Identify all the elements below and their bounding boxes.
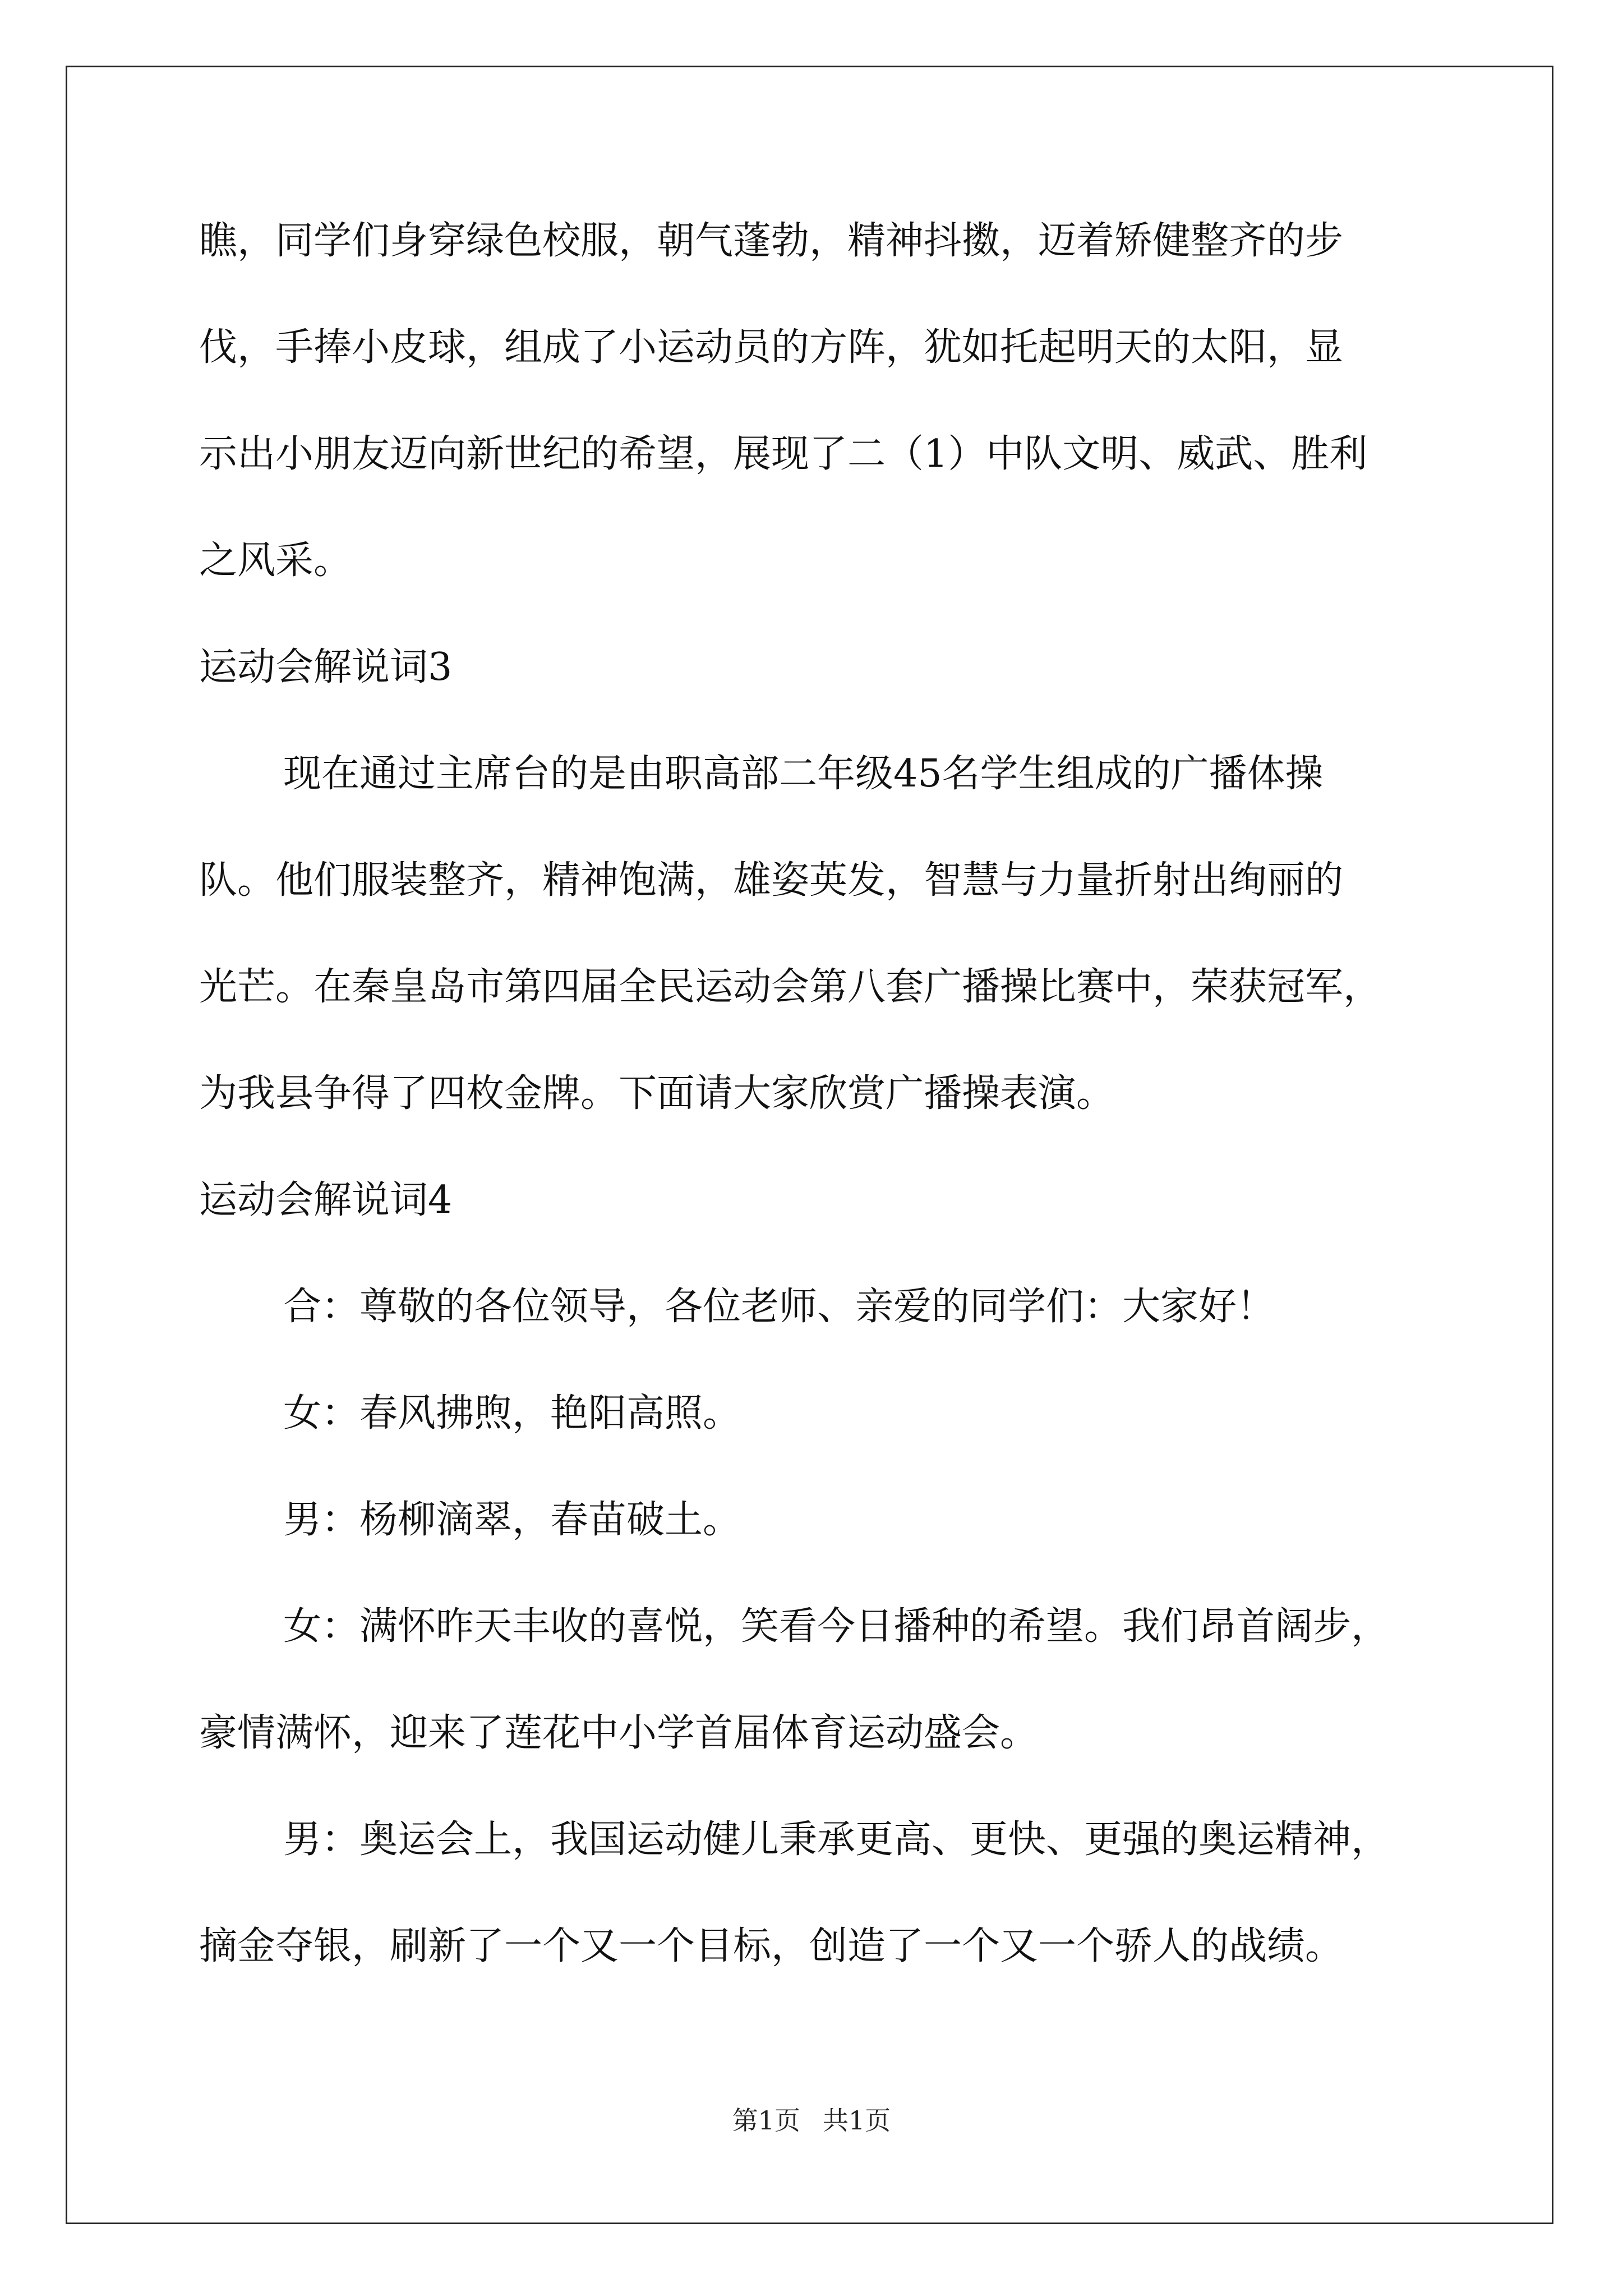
body-line: 男：奥运会上，我国运动健儿秉承更高、更快、更强的奥运精神， xyxy=(283,1818,1390,1862)
body-line: 为我县争得了四枚金牌。下面请大家欣赏广播操表演。 xyxy=(199,1071,1115,1116)
body-line: 示出小朋友迈向新世纪的希望，展现了二（1）中队文明、威武、胜利 xyxy=(199,432,1368,476)
page-total: 共1页 xyxy=(823,2105,891,2136)
page-number: 第1页 xyxy=(732,2105,800,2136)
document-body xyxy=(199,214,1427,2026)
body-line: 瞧，同学们身穿绿色校服，朝气蓬勃，精神抖擞，迈着矫健整齐的步 xyxy=(199,219,1344,263)
body-line: 豪情满怀，迎来了莲花中小学首届体育运动盛会。 xyxy=(199,1711,1039,1755)
body-line: 合：尊敬的各位领导，各位老师、亲爱的同学们：大家好！ xyxy=(283,1285,1275,1329)
page-footer xyxy=(0,2104,1623,2137)
body-line: 男：杨柳滴翠，春苗破土。 xyxy=(283,1498,741,1542)
body-line: 队。他们服装整齐，精神饱满，雄姿英发，智慧与力量折射出绚丽的 xyxy=(199,858,1344,903)
section-heading: 运动会解说词4 xyxy=(199,1178,453,1222)
body-line: 伐，手捧小皮球，组成了小运动员的方阵，犹如托起明天的太阳，显 xyxy=(199,325,1344,370)
section-heading: 运动会解说词3 xyxy=(199,645,453,689)
body-line: 摘金夺银，刷新了一个又一个目标，创造了一个又一个骄人的战绩。 xyxy=(199,1924,1344,1968)
body-line: 现在通过主席台的是由职高部二年级45名学生组成的广播体操 xyxy=(283,752,1324,796)
body-line: 之风采。 xyxy=(199,539,352,583)
body-line: 女：春风拂煦，艳阳高照。 xyxy=(283,1391,741,1435)
body-line: 女：满怀昨天丰收的喜悦，笑看今日播种的希望。我们昂首阔步， xyxy=(283,1604,1390,1649)
body-line: 光芒。在秦皇岛市第四届全民运动会第八套广播操比赛中，荣获冠军， xyxy=(199,965,1382,1009)
